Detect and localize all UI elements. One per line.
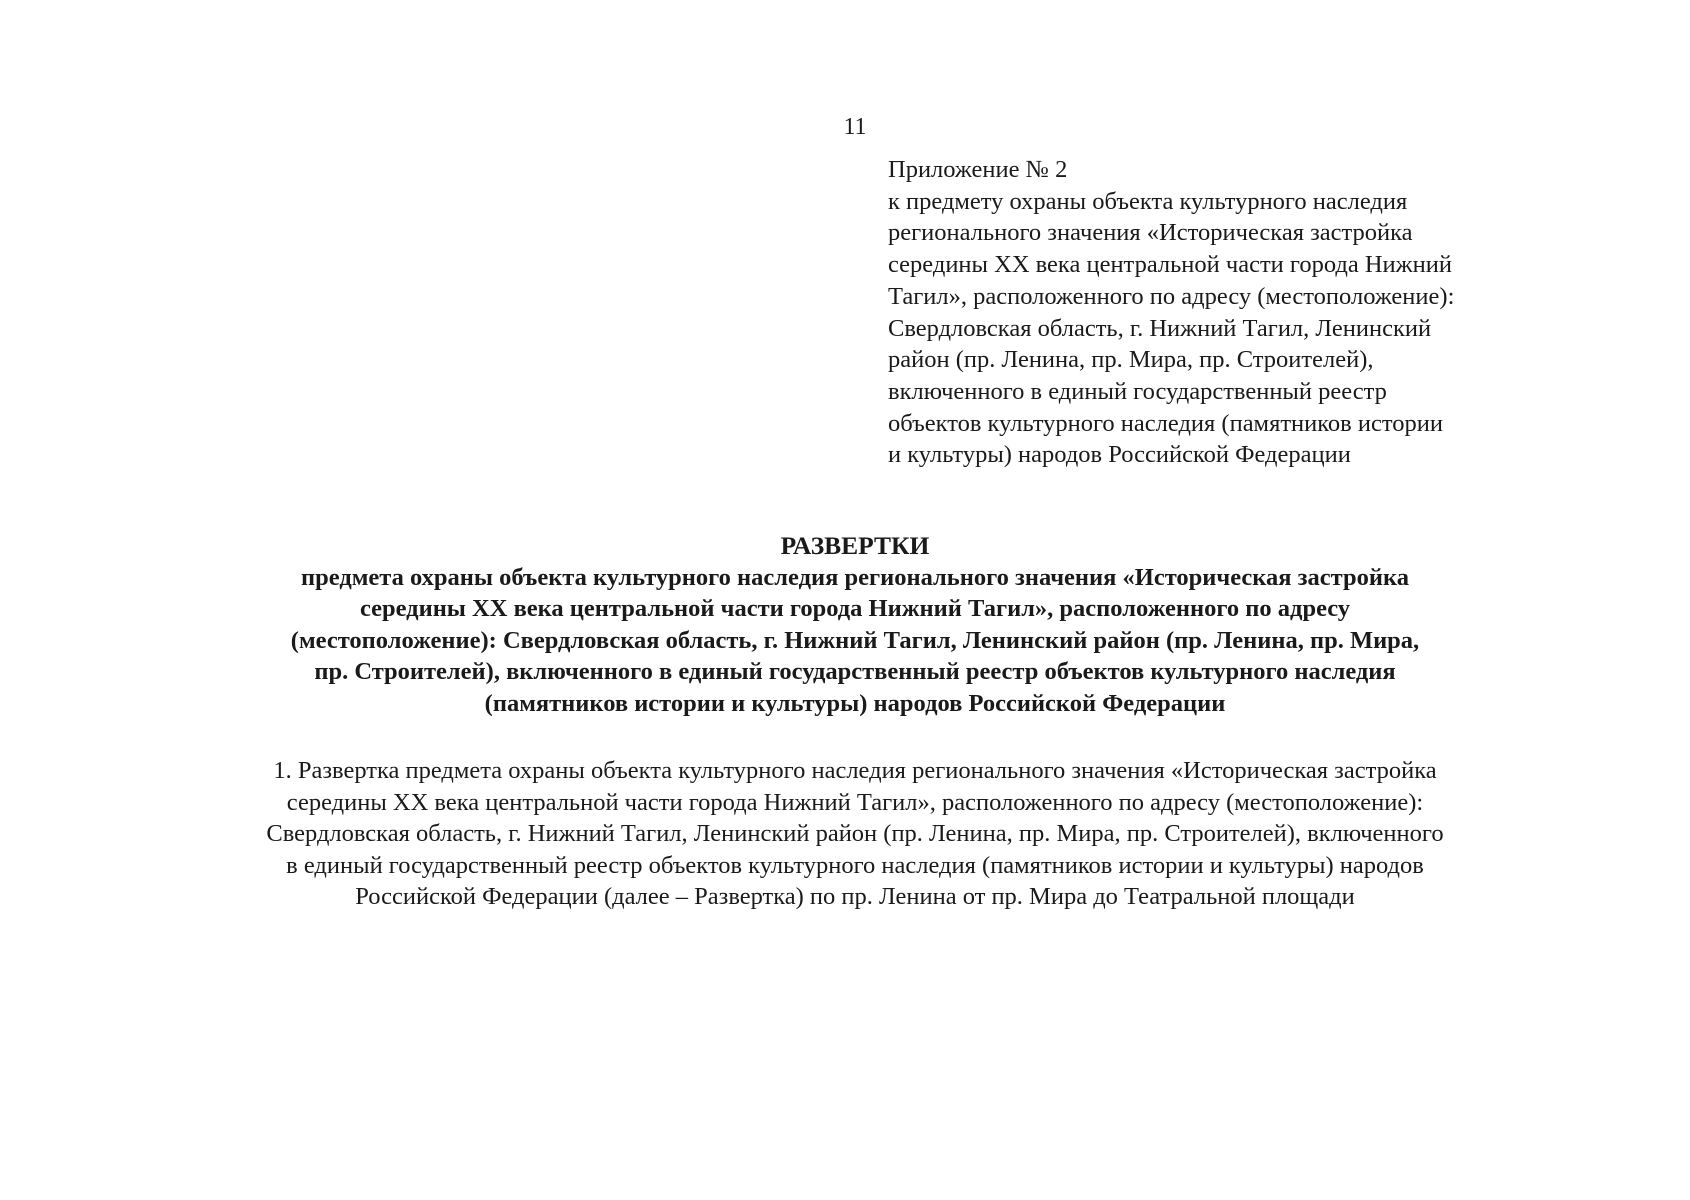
appendix-line: Приложение № 2 [888,156,1068,183]
appendix-line: и культуры) народов Российской Федерации [888,441,1351,469]
title-heading: РАЗВЕРТКИ [780,531,930,560]
page-number: 11 [843,114,867,140]
appendix-line: Свердловская область, г. Нижний Тагил, Ленинский [888,314,1432,342]
title-line: (местоположение): Свердловская область, г. Нижний Тагил, Ленинский район (пр. Ленина, пр. Мира, [290,626,1420,654]
section-line: Свердловская область, г. Нижний Тагил, Ленинский район (пр. Ленина, пр. Мира, пр. Строителей), включенного [266,820,1444,848]
section-line: в единый государственный реестр объектов культурного наследия (памятников истории и культуры) народов [286,851,1424,879]
section-line: Российской Федерации (далее – Развертка) по пр. Ленина от пр. Мира до Театральной площади [355,883,1355,911]
appendix-line: Тагил», расположенного по адресу (местоположение): [888,282,1455,310]
appendix-line: регионального значения «Историческая застройка [888,219,1413,247]
appendix-line: включенного в единый государственный реестр [888,377,1387,405]
title-line: (памятников истории и культуры) народов Российской Федерации [484,689,1226,717]
appendix-line: к предмету охраны объекта культурного наследия [888,187,1408,215]
title-line: предмета охраны объекта культурного наследия регионального значения «Историческая застройка [301,563,1409,591]
appendix-line: район (пр. Ленина, пр. Мира, пр. Строителей), [888,346,1374,374]
section-1-caption [100,755,1610,913]
title-line: середины XX века центральной части города Нижний Тагил», расположенного по адресу [359,595,1351,623]
appendix-line: объектов культурного наследия (памятников истории [888,409,1443,437]
section-line: середины XX века центральной части города Нижний Тагил», расположенного по адресу (местоположение): [286,788,1424,816]
appendix-caption [888,154,1578,471]
appendix-line: середины XX века центральной части города Нижний [888,251,1452,279]
section-line: 1. Развертка предмета охраны объекта культурного наследия регионального значения «Историческая застройка [273,757,1437,784]
document-title [100,530,1610,720]
title-line: пр. Строителей), включенного в единый государственный реестр объектов культурного наследия [314,658,1396,686]
